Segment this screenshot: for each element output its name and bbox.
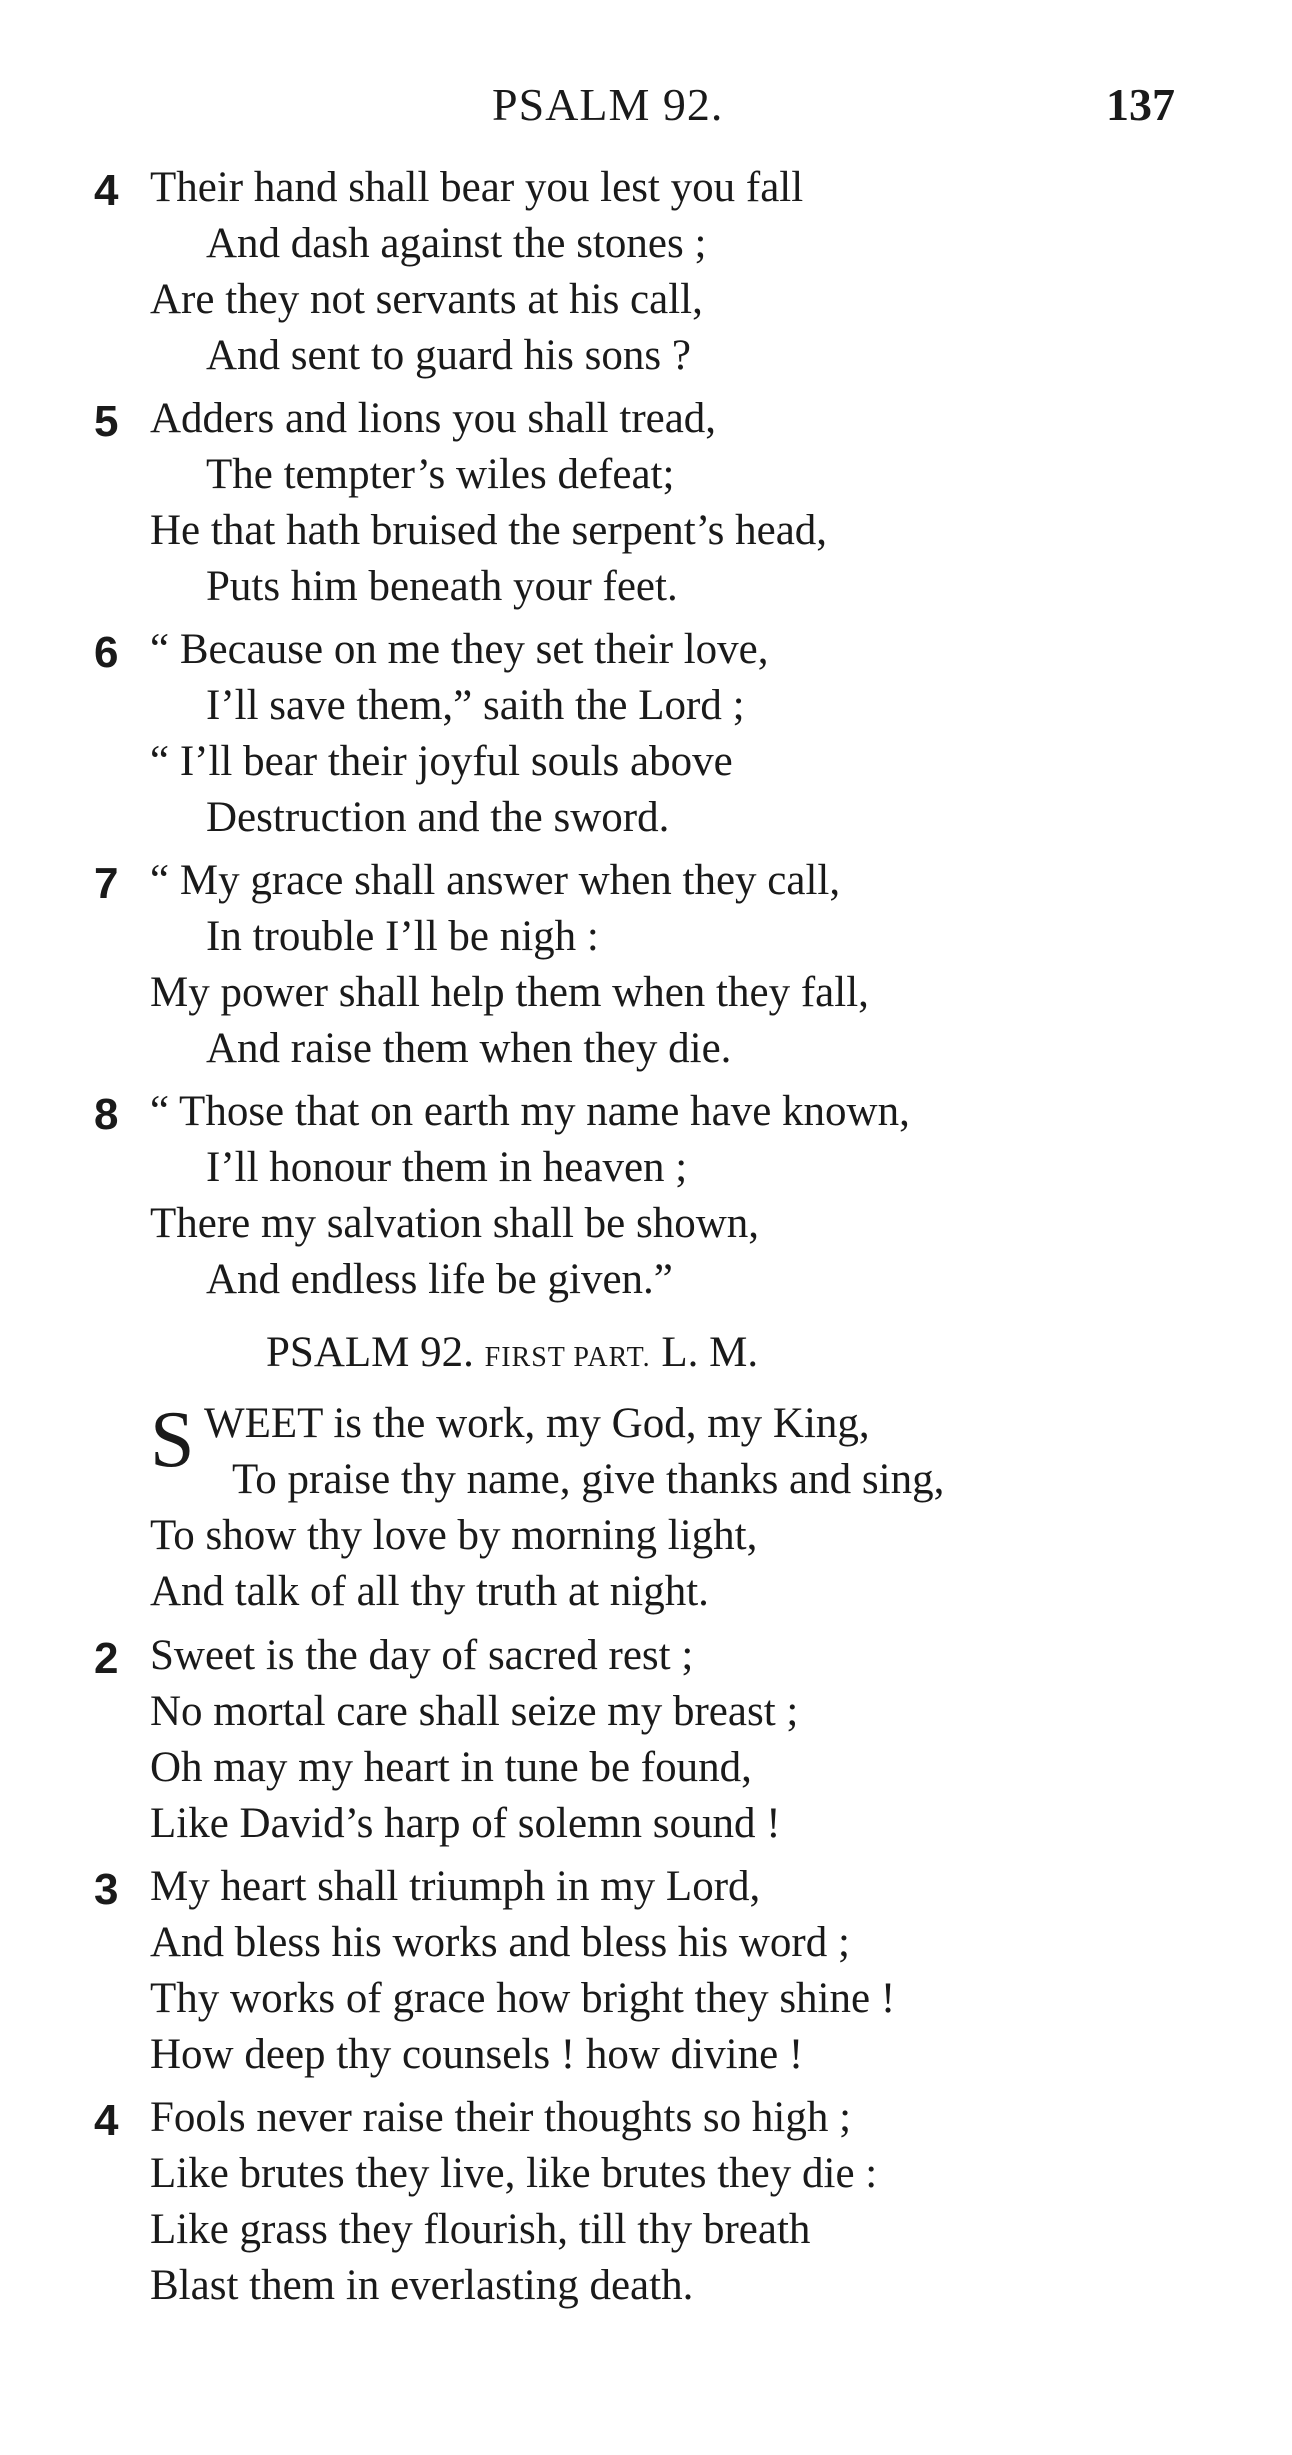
section-psalm: PSALM 92.	[266, 1329, 474, 1376]
verse-line: Thy works of grace how bright they shine !	[150, 1975, 896, 2022]
page-number: 137	[1106, 79, 1175, 130]
verse-line: WEET is the work, my God, my King,	[204, 1400, 870, 1447]
verse-line: Puts him beneath your feet.	[206, 563, 678, 610]
verse-line: I’ll honour them in heaven ;	[206, 1144, 688, 1191]
stanza-number: 6	[94, 628, 119, 677]
stanza-number: 3	[94, 1865, 119, 1914]
verse-line: No mortal care shall seize my breast ;	[150, 1688, 799, 1735]
verse-line: My heart shall triumph in my Lord,	[150, 1863, 761, 1910]
verse-line: There my salvation shall be shown,	[150, 1200, 760, 1247]
running-header	[0, 78, 1292, 138]
verse-line: My power shall help them when they fall,	[150, 969, 869, 1016]
stanza-number: 2	[94, 1634, 119, 1683]
verse-line: Oh may my heart in tune be found,	[150, 1744, 752, 1791]
verse-line: And talk of all thy truth at night.	[150, 1568, 709, 1615]
verse-line: Like David’s harp of solemn sound !	[150, 1800, 781, 1847]
verse-line: To praise thy name, give thanks and sing,	[232, 1456, 945, 1503]
verse-line: I’ll save them,” saith the Lord ;	[206, 682, 745, 729]
stanza-number: 8	[94, 1090, 119, 1139]
verse-line: Destruction and the sword.	[206, 794, 670, 841]
section-heading	[266, 1328, 758, 1377]
verse-line: Are they not servants at his call,	[150, 276, 703, 323]
verse-line: Sweet is the day of sacred rest ;	[150, 1632, 694, 1679]
stanza-number: 4	[94, 2096, 119, 2145]
stanza-number: 7	[94, 859, 119, 908]
verse-line: “ I’ll bear their joyful souls above	[150, 738, 733, 785]
verse-line: And sent to guard his sons ?	[206, 332, 691, 379]
verse-line: And raise them when they die.	[206, 1025, 732, 1072]
verse-line: To show thy love by morning light,	[150, 1512, 758, 1559]
section-part: FIRST PART.	[484, 1342, 651, 1373]
verse-line: Fools never raise their thoughts so high ;	[150, 2094, 852, 2141]
verse-line: Adders and lions you shall tread,	[150, 395, 717, 442]
verse-line: “ Those that on earth my name have known,	[150, 1088, 910, 1135]
verse-line: In trouble I’ll be nigh :	[206, 913, 599, 960]
section-meter: L. M.	[661, 1329, 759, 1376]
verse-line: Like grass they flourish, till thy breath	[150, 2206, 811, 2253]
verse-line: Their hand shall bear you lest you fall	[150, 164, 804, 211]
stanza-number: 4	[94, 166, 119, 215]
verse-line: “ My grace shall answer when they call,	[150, 857, 841, 904]
drop-cap: S	[150, 1396, 195, 1484]
verse-line: And bless his works and bless his word ;	[150, 1919, 850, 1966]
verse-line: “ Because on me they set their love,	[150, 626, 769, 673]
verse-line: The tempter’s wiles defeat;	[206, 451, 675, 498]
header-title: PSALM 92.	[492, 79, 724, 130]
verse-line: He that hath bruised the serpent’s head,	[150, 507, 828, 554]
verse-line: Blast them in everlasting death.	[150, 2262, 694, 2309]
verse-line: And endless life be given.”	[206, 1256, 673, 1303]
verse-line: How deep thy counsels ! how divine !	[150, 2031, 804, 2078]
stanza-number: 5	[94, 397, 119, 446]
verse-line: Like brutes they live, like brutes they die :	[150, 2150, 878, 2197]
verse-line: And dash against the stones ;	[206, 220, 707, 267]
